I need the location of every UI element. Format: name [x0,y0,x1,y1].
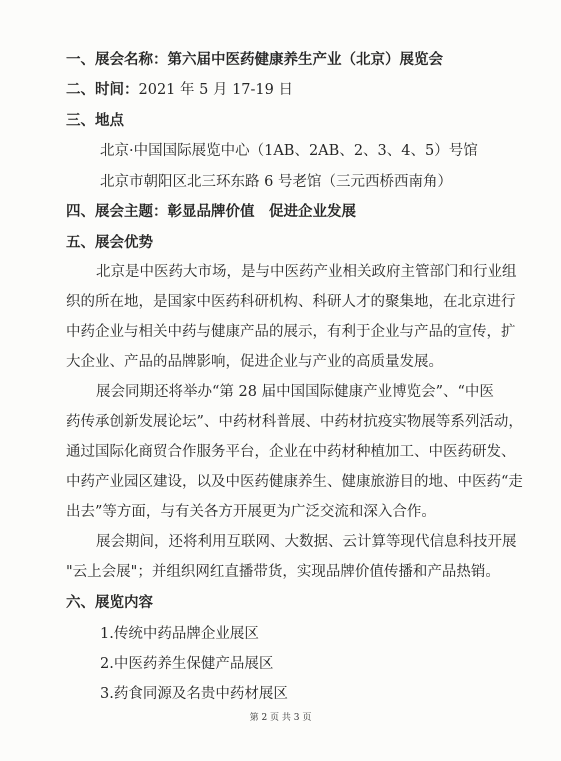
page-number-footer: 第 2 页 共 3 页 [249,713,312,723]
para-3-line-2: "云上会展"；并组织网红直播带货，实现品牌价值传播和产品热销。 [66,564,500,580]
para-2-line-3: 通过国际化商贸合作服务平台，企业在中药材种植加工、中医药研发、 [66,444,516,460]
exhibit-zone-item: 2.中医药养生保健产品展区 [100,656,274,672]
para-1-line-3: 中药企业与相关中药与健康产品的展示，有利于企业与产品的宣传，扩 [66,324,516,340]
exhibit-zone-item: 1.传统中药品牌企业展区 [100,626,259,642]
para-2-line-2: 药传承创新发展论坛”、中药材科普展、中药材抗疫实物展等系列活动， [66,414,523,430]
para-2-line-1: 展会同期还将举办“第 28 届中国国际健康产业博览会”、“中医 [96,384,494,400]
exhibition-name: 第六届中医药健康养生产业（北京）展览会 [167,51,443,68]
section-4 [66,202,356,222]
exhibition-theme: 彰显品牌价值 促进企业发展 [167,203,356,220]
section-3-heading: 三、地点 [66,112,124,129]
para-2-line-4: 中药产业园区建设，以及中医药健康养生、健康旅游目的地、中医药“走 [66,474,523,490]
section-4-heading: 四、展会主题： [66,203,168,220]
venue-line-1: 北京·中国国际展览中心（1AB、2AB、2、3、4、5）号馆 [100,143,478,159]
venue-line-2: 北京市朝阳区北三环东路 6 号老馆（三元西桥西南角） [100,174,452,190]
para-2-line-5: 出去”等方面，与有关各方开展更为广泛交流和深入合作。 [66,504,436,520]
section-2-heading: 二、时间： [66,81,139,98]
section-1 [66,50,443,70]
section-6-heading: 六、展览内容 [66,594,153,611]
para-3-line-1: 展会期间，还将利用互联网、大数据、云计算等现代信息科技开展 [96,534,517,550]
exhibition-dates: 2021 年 5 月 17-19 日 [138,82,293,98]
section-5-heading: 五、展会优势 [66,234,153,251]
para-1-line-1: 北京是中医药大市场，是与中医药产业相关政府主管部门和行业组 [96,264,517,280]
exhibit-zone-item: 3.药食同源及名贵中药材展区 [100,686,288,702]
para-1-line-4: 大企业、产品的品牌影响，促进企业与产业的高质量发展。 [66,354,443,370]
section-1-heading: 一、展会名称： [66,51,168,68]
para-1-line-2: 织的所在地，是国家中医药科研机构、科研人才的聚集地，在北京进行 [66,294,516,310]
section-2 [66,80,293,100]
